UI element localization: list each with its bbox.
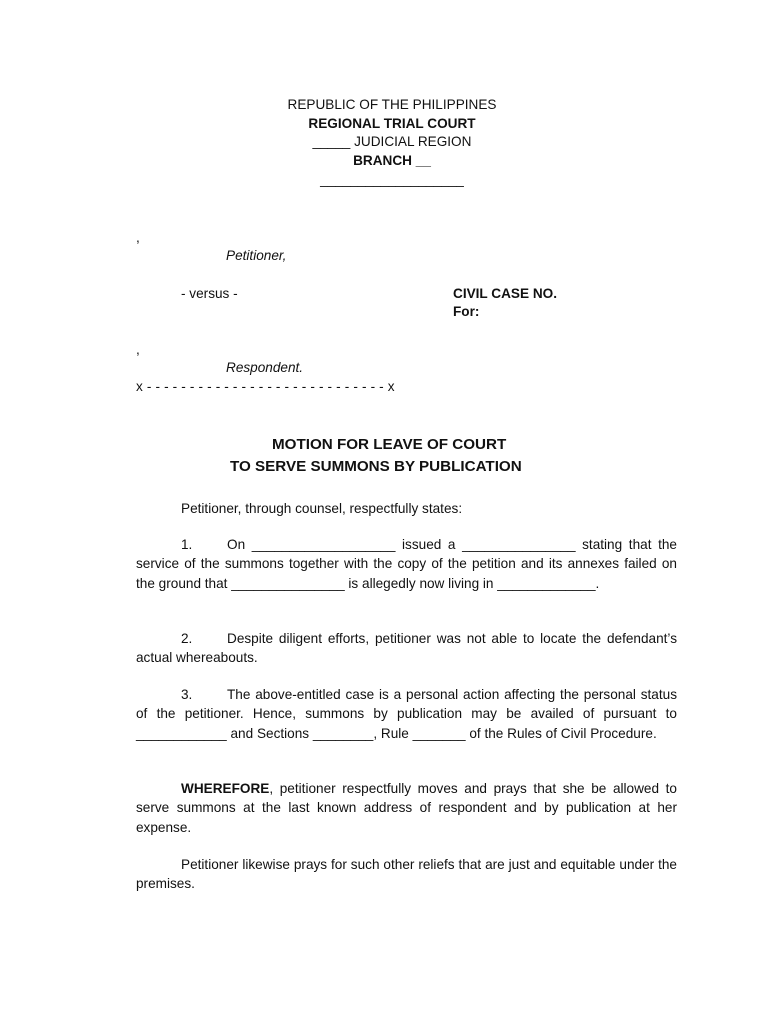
- petitioner-name-comma: ,: [136, 230, 140, 245]
- wherefore-label: WHEREFORE: [181, 781, 270, 796]
- likewise-text: Petitioner likewise prays for such other reliefs that are just and equitable under the premises.: [136, 857, 677, 892]
- paragraph-2-text: Despite diligent efforts, petitioner was not able to locate the defendant’s actual whereabouts.: [136, 631, 677, 666]
- paragraph-1-number: 1.: [181, 537, 193, 552]
- civil-case-label: CIVIL CASE NO.: [453, 286, 557, 301]
- paragraph-1: [136, 535, 677, 593]
- petitioner-label: Petitioner,: [226, 248, 287, 263]
- versus-text: - versus -: [181, 286, 238, 301]
- paragraph-3-text: The above-entitled case is a personal action affecting the personal status of the petitioner. Hence, summons by publication may be availed of pursuant to ____________ and Sections ________, Rule _______ of the Rules of Civil Procedure.: [136, 687, 677, 741]
- motion-title-line1: MOTION FOR LEAVE OF COURT: [272, 436, 507, 453]
- motion-title-line2: TO SERVE SUMMONS BY PUBLICATION: [230, 458, 522, 475]
- paragraph-2: [136, 629, 677, 668]
- wherefore-paragraph: [136, 779, 677, 837]
- likewise-paragraph: [136, 855, 677, 894]
- wherefore-text: , petitioner respectfully moves and prays that she be allowed to serve summons at the last known address of respondent and by publication at her expense.: [136, 781, 677, 835]
- paragraph-3: [136, 685, 677, 743]
- header-court: REGIONAL TRIAL COURT: [308, 116, 476, 131]
- respondent-name-comma: ,: [136, 342, 140, 357]
- respondent-label: Respondent.: [226, 360, 304, 375]
- header-region: _____ JUDICIAL REGION: [312, 134, 472, 149]
- paragraph-1-text: On ___________________ issued a _______________ stating that the service of the summons together with the copy of the petition and its annexes failed on the ground that _______________ is allegedly now living in _____________.: [136, 537, 677, 591]
- header-underline: ___________________: [320, 172, 464, 187]
- for-label: For:: [453, 304, 480, 319]
- intro-statement: Petitioner, through counsel, respectfully states:: [181, 501, 463, 516]
- paragraph-3-number: 3.: [181, 687, 193, 702]
- header-branch: BRANCH __: [353, 153, 431, 168]
- header-republic: REPUBLIC OF THE PHILIPPINES: [287, 97, 497, 112]
- caption-separator: x - - - - - - - - - - - - - - - - - - - - - - - - - - - - x: [136, 379, 395, 394]
- paragraph-2-number: 2.: [181, 631, 193, 646]
